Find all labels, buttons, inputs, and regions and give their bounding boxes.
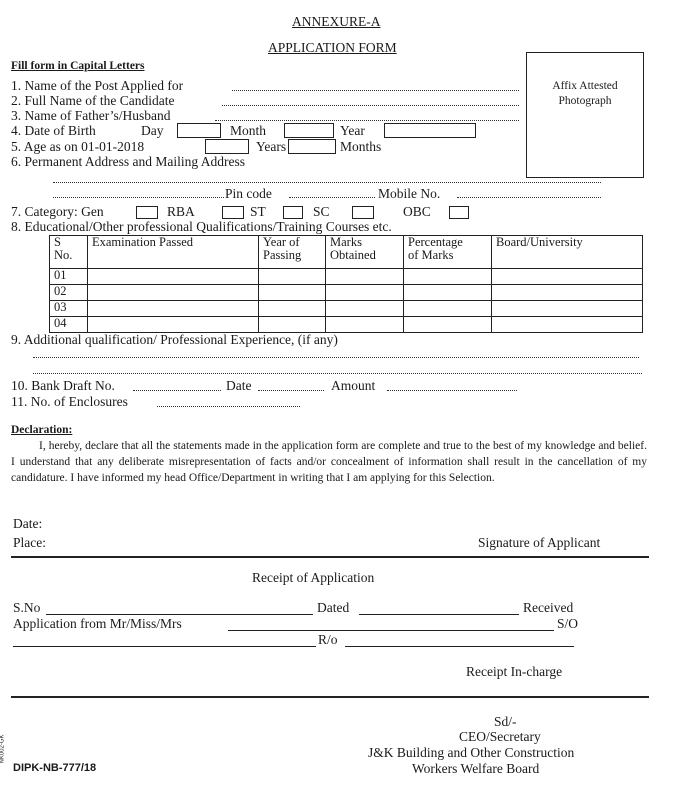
age-months-label: Months bbox=[340, 139, 382, 154]
category-obc-label: OBC bbox=[403, 204, 431, 219]
declaration-heading: Declaration: bbox=[11, 424, 73, 436]
mobile-label: Mobile No. bbox=[378, 186, 441, 201]
post-applied-field[interactable] bbox=[232, 90, 519, 91]
table-row[interactable] bbox=[50, 285, 643, 301]
candidate-name-field[interactable] bbox=[222, 105, 519, 106]
sd-mark: Sd/- bbox=[494, 714, 517, 729]
table-row[interactable] bbox=[50, 317, 643, 333]
table-row[interactable] bbox=[50, 269, 643, 285]
photo-box[interactable] bbox=[526, 52, 644, 178]
draft-date-field[interactable] bbox=[258, 390, 324, 391]
dob-day-label: Day bbox=[141, 123, 164, 138]
col-sno: S No. bbox=[50, 236, 88, 269]
row-sno: 01 bbox=[50, 269, 88, 285]
bank-draft-field[interactable] bbox=[133, 390, 221, 391]
application-from-label: Application from Mr/Miss/Mrs bbox=[13, 616, 182, 631]
dob-month-box[interactable] bbox=[284, 123, 334, 138]
address-line-2[interactable] bbox=[53, 197, 224, 198]
category-rba-label: RBA bbox=[167, 204, 195, 219]
additional-qualification-line-2[interactable] bbox=[33, 373, 642, 374]
age-months-box[interactable] bbox=[288, 139, 336, 154]
mobile-field[interactable] bbox=[457, 197, 601, 198]
row-sno: 03 bbox=[50, 301, 88, 317]
row-sno: 04 bbox=[50, 317, 88, 333]
category-sc-label: SC bbox=[313, 204, 330, 219]
additional-qualification-label: 9. Additional qualification/ Professional Experience, (if any) bbox=[11, 332, 338, 347]
receipt-sno-field[interactable] bbox=[46, 614, 313, 615]
receipt-title: Receipt of Application bbox=[252, 570, 375, 585]
dob-day-box[interactable] bbox=[177, 123, 221, 138]
draft-amount-label: Amount bbox=[331, 378, 376, 393]
dob-label: 4. Date of Birth bbox=[11, 123, 96, 138]
divider-bottom bbox=[11, 696, 649, 698]
candidate-name-label: 2. Full Name of the Candidate bbox=[11, 93, 175, 108]
category-label: 7. Category: Gen bbox=[11, 204, 104, 219]
designation: CEO/Secretary bbox=[459, 729, 541, 744]
pin-code-field[interactable] bbox=[289, 197, 375, 198]
bank-draft-label: 10. Bank Draft No. bbox=[11, 378, 115, 393]
father-husband-label: 3. Name of Father’s/Husband bbox=[11, 108, 171, 123]
dob-month-label: Month bbox=[230, 123, 267, 138]
receipt-so-label: S/O bbox=[557, 616, 579, 631]
category-st-box[interactable] bbox=[283, 206, 303, 219]
category-sc-box[interactable] bbox=[352, 206, 374, 219]
declaration-text: I, hereby, declare that all the statements made in the application form are complete and true to the best of my knowledge and belief. I understand that any deliberate misrepresentation of facts and/or concealment of information shall result in the cancellation of my candidature. I have informed my head Office/Department in writing that I am applying for this Selection. bbox=[11, 440, 647, 484]
education-table bbox=[49, 235, 643, 333]
pin-code-label: Pin code bbox=[225, 186, 272, 201]
receipt-ro-field[interactable] bbox=[345, 646, 574, 647]
photo-label-line2: Photograph bbox=[558, 95, 612, 107]
organization-line2: Workers Welfare Board bbox=[412, 761, 540, 776]
category-st-label: ST bbox=[250, 204, 266, 219]
dob-year-label: Year bbox=[340, 123, 365, 138]
receipt-so-field[interactable] bbox=[13, 646, 316, 647]
address-label: 6. Permanent Address and Mailing Address bbox=[11, 154, 245, 169]
age-years-box[interactable] bbox=[205, 139, 249, 154]
photo-label-line1: Affix Attested bbox=[552, 80, 618, 92]
education-header-row bbox=[50, 236, 643, 269]
receipt-ro-label: R/o bbox=[318, 632, 338, 647]
place-label: Place: bbox=[13, 535, 46, 550]
receipt-received-label: Received bbox=[523, 600, 574, 615]
col-board: Board/University bbox=[492, 236, 643, 269]
table-row[interactable] bbox=[50, 301, 643, 317]
organization-line1: J&K Building and Other Construction bbox=[368, 745, 575, 760]
row-sno: 02 bbox=[50, 285, 88, 301]
fill-instruction: Fill form in Capital Letters bbox=[11, 60, 145, 72]
col-marks: Marks Obtained bbox=[326, 236, 404, 269]
signature-label: Signature of Applicant bbox=[478, 535, 601, 550]
address-line-1[interactable] bbox=[53, 182, 601, 183]
age-years-label: Years bbox=[256, 139, 287, 154]
side-code: NK002-GK bbox=[0, 734, 6, 764]
education-label: 8. Educational/Other professional Qualifications/Training Courses etc. bbox=[11, 219, 392, 234]
enclosures-field[interactable] bbox=[157, 406, 300, 407]
date-label: Date: bbox=[13, 516, 43, 531]
col-examination: Examination Passed bbox=[88, 236, 259, 269]
divider-top bbox=[11, 556, 649, 558]
publication-code: DIPK-NB-777/18 bbox=[13, 762, 97, 774]
annexure-heading: ANNEXURE-A bbox=[292, 14, 381, 29]
col-year: Year of Passing bbox=[259, 236, 326, 269]
category-gen-box[interactable] bbox=[136, 206, 158, 219]
age-label: 5. Age as on 01-01-2018 bbox=[11, 139, 145, 154]
receipt-dated-field[interactable] bbox=[359, 614, 519, 615]
draft-amount-field[interactable] bbox=[387, 390, 517, 391]
receipt-dated-label: Dated bbox=[317, 600, 350, 615]
dob-year-box[interactable] bbox=[384, 123, 476, 138]
enclosures-label: 11. No. of Enclosures bbox=[11, 394, 128, 409]
post-applied-label: 1. Name of the Post Applied for bbox=[11, 78, 184, 93]
additional-qualification-line-1[interactable] bbox=[33, 357, 639, 358]
category-rba-box[interactable] bbox=[222, 206, 244, 219]
application-from-field[interactable] bbox=[228, 630, 554, 631]
receipt-sno-label: S.No bbox=[13, 600, 41, 615]
draft-date-label: Date bbox=[226, 378, 252, 393]
col-percentage: Percentage of Marks bbox=[404, 236, 492, 269]
receipt-incharge-label: Receipt In-charge bbox=[466, 664, 563, 679]
father-husband-field[interactable] bbox=[215, 120, 519, 121]
category-obc-box[interactable] bbox=[449, 206, 469, 219]
form-title: APPLICATION FORM bbox=[268, 40, 397, 55]
